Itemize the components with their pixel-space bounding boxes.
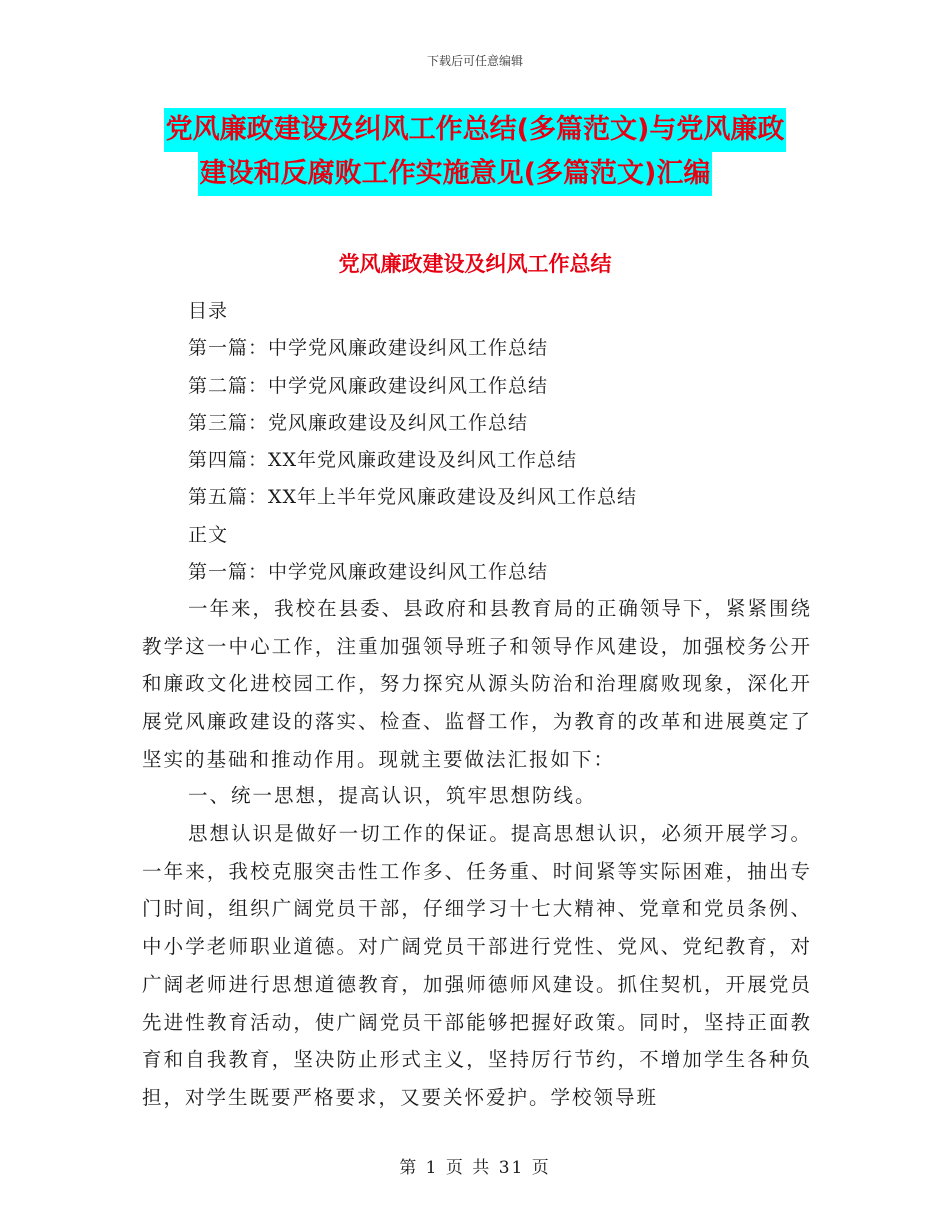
download-note: 下载后可任意编辑 [426, 54, 523, 68]
paragraph-body [142, 815, 812, 1117]
document-title [0, 108, 950, 196]
paragraph-section-heading [142, 777, 812, 815]
title-line-2: 建设和反腐败工作实施意见(多篇范文)汇编 [198, 152, 713, 196]
paragraph-text: 一、统一思想，提高认识，筑牢思想防线。 [188, 784, 597, 807]
paragraph-text: 思想认识是做好一切工作的保证。提高思想认识，必须开展学习。一年来，我校克服突击性工作多、任务重、时间紧等实际困难，抽出专门时间，组织广阔党员干部，仔细学习十七大精神、党章和党员条例、中小学老师职业道德。对广阔党员干部进行党性、党风、党纪教育，对广阔老师进行思想道德教育，加强师德师风建设。抓住契机，开展党员先进性教育活动，使广阔党员干部能够把握好政策。同时，坚持正面教育和自我教育，坚决防止形式主义，坚持厉行节约，不增加学生各种负担，对学生既要严格要求，又要关怀爱护。学校领导班 [142, 822, 812, 1109]
toc-heading: 目录 [188, 300, 229, 322]
page-number: 第 1 页 共 31 页 [399, 1158, 551, 1178]
paragraph-intro [142, 590, 812, 779]
section-title: 党风廉政建设及纠风工作总结 [338, 252, 612, 276]
toc-item: 第四篇：XX年党风廉政建设及纠风工作总结 [188, 449, 578, 472]
toc-item: 第三篇：党风廉政建设及纠风工作总结 [188, 411, 529, 434]
chapter-heading: 第一篇：中学党风廉政建设纠风工作总结 [188, 561, 549, 584]
toc-item: 第五篇：XX年上半年党风廉政建设及纠风工作总结 [188, 486, 638, 509]
body-heading: 正文 [188, 523, 229, 546]
toc-item: 第一篇：中学党风廉政建设纠风工作总结 [188, 337, 549, 360]
table-of-contents [188, 293, 868, 591]
title-line-1: 党风廉政建设及纠风工作总结(多篇范文)与党风廉政 [164, 108, 787, 152]
toc-item: 第二篇：中学党风廉政建设纠风工作总结 [188, 374, 549, 397]
paragraph-text: 一年来，我校在县委、县政府和县教育局的正确领导下，紧紧围绕教学这一中心工作，注重加强领导班子和领导作风建设，加强校务公开和廉政文化进校园工作，努力探究从源头防治和治理腐败现象，深化开展党风廉政建设的落实、检查、监督工作，为教育的改革和进展奠定了坚实的基础和推动作用。现就主要做法汇报如下： [142, 597, 812, 771]
